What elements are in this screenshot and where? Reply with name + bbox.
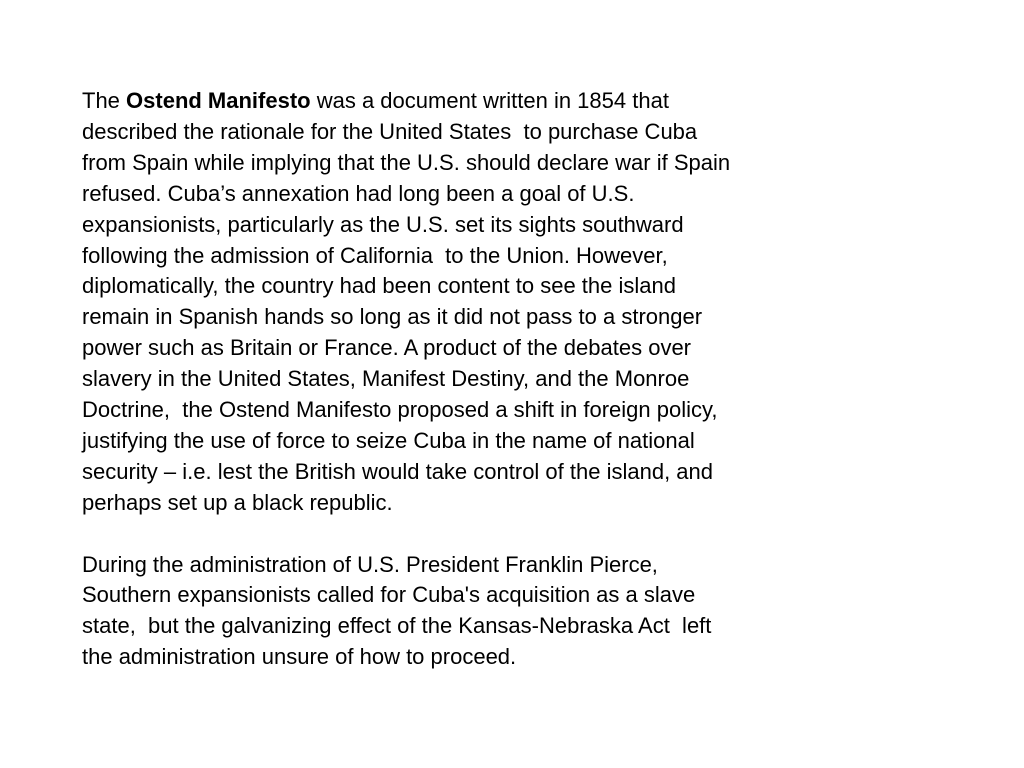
text-line: remain in Spanish hands so long as it did not pass to a stronger [82, 304, 703, 330]
paragraph-spacer [82, 519, 862, 550]
text-line: perhaps set up a black republic. [82, 489, 393, 515]
text-line: Doctrine, the Ostend Manifesto proposed a shift in foreign policy, [82, 397, 718, 423]
text-line: During the administration of U.S. President Franklin Pierce, [82, 551, 658, 577]
paragraph-ostend-manifesto [82, 86, 862, 519]
text-line: expansionists, particularly as the U.S. set its sights southward [82, 211, 684, 237]
term-ostend-manifesto: Ostend Manifesto [126, 88, 311, 113]
text-line: described the rationale for the United States to purchase Cuba [82, 118, 698, 144]
text-line: refused. Cuba’s annexation had long been a goal of U.S. [82, 180, 635, 206]
text-line: from Spain while implying that the U.S. should declare war if Spain [82, 149, 731, 175]
text-line: Southern expansionists called for Cuba's acquisition as a slave [82, 582, 696, 608]
text-run: The [82, 88, 127, 113]
text-line: the administration unsure of how to proceed. [82, 644, 517, 670]
text-run: was a document written in 1854 that [310, 88, 669, 113]
paragraph-pierce-administration [82, 550, 862, 674]
body-text [82, 86, 862, 673]
text-line: justifying the use of force to seize Cuba in the name of national [82, 427, 695, 453]
text-line: following the admission of California to the Union. However, [82, 242, 668, 268]
text-line: security – i.e. lest the British would take control of the island, and [82, 458, 713, 484]
text-line [82, 86, 862, 117]
text-line: power such as Britain or France. A product of the debates over [82, 335, 692, 361]
text-line: state, but the galvanizing effect of the Kansas-Nebraska Act left [82, 613, 712, 639]
text-line: slavery in the United States, Manifest Destiny, and the Monroe [82, 366, 690, 392]
text-line: diplomatically, the country had been content to see the island [82, 273, 676, 299]
